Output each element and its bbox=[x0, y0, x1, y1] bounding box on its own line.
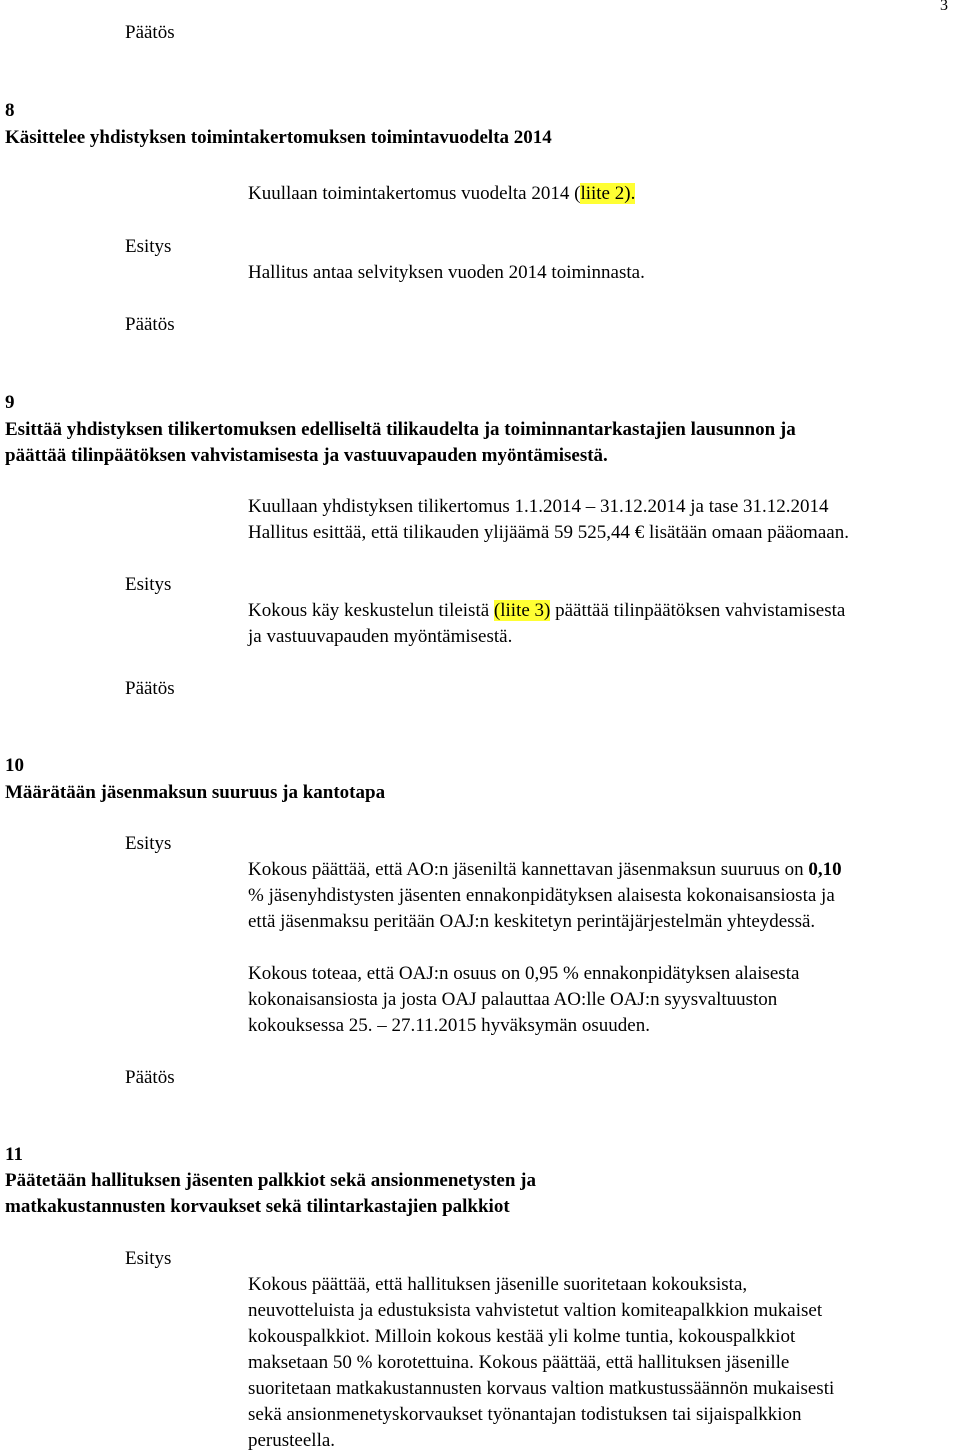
section-number: 11 bbox=[5, 1144, 23, 1165]
section-text-line: kokouspalkkiot. Milloin kokous kestää yli kolme tuntia, kokouspalkkiot bbox=[248, 1326, 796, 1347]
section-text-line: sekä ansionmenetyskorvaukset työnantajan todistuksen tai sijaispalkkion bbox=[248, 1404, 802, 1425]
section-text-line: Kokous päättää, että AO:n jäseniltä kannettavan jäsenmaksun suuruus on 0,10 bbox=[248, 859, 842, 880]
section-text-line: Kuullaan toimintakertomus vuodelta 2014 (liite 2). bbox=[248, 183, 636, 204]
section-number: 8 bbox=[5, 100, 15, 121]
page-number: 3 bbox=[940, 0, 948, 14]
section-title-line-2: matkakustannusten korvaukset sekä tilintarkastajien palkkiot bbox=[5, 1196, 510, 1217]
section-title-line-2: päättää tilinpäätöksen vahvistamisesta ja vastuuvapauden myöntämisestä. bbox=[5, 445, 608, 466]
section-text-line: että jäsenmaksu peritään OAJ:n keskitetyn perintäjärjestelmän yhteydessä. bbox=[248, 911, 816, 932]
section-text-line: Kokous käy keskustelun tileistä (liite 3) päättää tilinpäätöksen vahvistamisesta bbox=[248, 600, 846, 621]
esitys-label: Esitys bbox=[125, 236, 172, 257]
paatos-label: Päätös bbox=[125, 678, 175, 699]
section-text-line: Hallitus esittää, että tilikauden ylijäämä 59 525,44 € lisätään omaan pääomaan. bbox=[248, 522, 849, 543]
section-title-line-1: Päätetään hallituksen jäsenten palkkiot sekä ansionmenetysten ja bbox=[5, 1170, 536, 1191]
esitys-label: Esitys bbox=[125, 833, 172, 854]
section-title: Määrätään jäsenmaksun suuruus ja kantotapa bbox=[5, 782, 386, 803]
section-number: 9 bbox=[5, 392, 15, 413]
section-text-line: neuvotteluista ja edustuksista vahvistetut valtion komiteapalkkion mukaiset bbox=[248, 1300, 823, 1321]
section-title: Käsittelee yhdistyksen toimintakertomuksen toimintavuodelta 2014 bbox=[5, 127, 552, 148]
section-text-line: Kuullaan yhdistyksen tilikertomus 1.1.2014 – 31.12.2014 ja tase 31.12.2014 bbox=[248, 496, 829, 517]
paatos-label: Päätös bbox=[125, 1067, 175, 1088]
paatos-label: Päätös bbox=[125, 314, 175, 335]
section-text-line: % jäsenyhdistysten jäsenten ennakonpidätyksen alaisesta kokonaisansiosta ja bbox=[248, 885, 835, 906]
section-title-line-1: Esittää yhdistyksen tilikertomuksen edelliseltä tilikaudelta ja toiminnantarkastajien lausunnon ja bbox=[5, 419, 796, 440]
esitys-label: Esitys bbox=[125, 574, 172, 595]
attachment-highlight: liite 2). bbox=[580, 183, 636, 204]
section-text-line: ja vastuuvapauden myöntämisestä. bbox=[248, 626, 513, 647]
paatos-label-top: Päätös bbox=[125, 22, 175, 43]
section-text-line: kokonaisansiosta ja josta OAJ palauttaa AO:lle OAJ:n syysvaltuuston bbox=[248, 989, 778, 1010]
esitys-label: Esitys bbox=[125, 1248, 172, 1269]
attachment-highlight: (liite 3) bbox=[493, 600, 551, 621]
fee-percentage: 0,10 bbox=[808, 859, 842, 880]
section-text-line: Kokous toteaa, että OAJ:n osuus on 0,95 % ennakonpidätyksen alaisesta bbox=[248, 963, 800, 984]
section-text-line: maksetaan 50 % korotettuina. Kokous päättää, että hallituksen jäsenille bbox=[248, 1352, 790, 1373]
section-text-line: suoritetaan matkakustannusten korvaus valtion matkustussäännön mukaisesti bbox=[248, 1378, 835, 1399]
section-text-line: Kokous päättää, että hallituksen jäsenille suoritetaan kokouksista, bbox=[248, 1274, 748, 1295]
section-text-line: Hallitus antaa selvityksen vuoden 2014 toiminnasta. bbox=[248, 262, 645, 283]
section-number: 10 bbox=[5, 755, 24, 776]
section-text-line: kokouksessa 25. – 27.11.2015 hyväksymän osuuden. bbox=[248, 1015, 650, 1036]
section-text-line: perusteella. bbox=[248, 1430, 336, 1451]
